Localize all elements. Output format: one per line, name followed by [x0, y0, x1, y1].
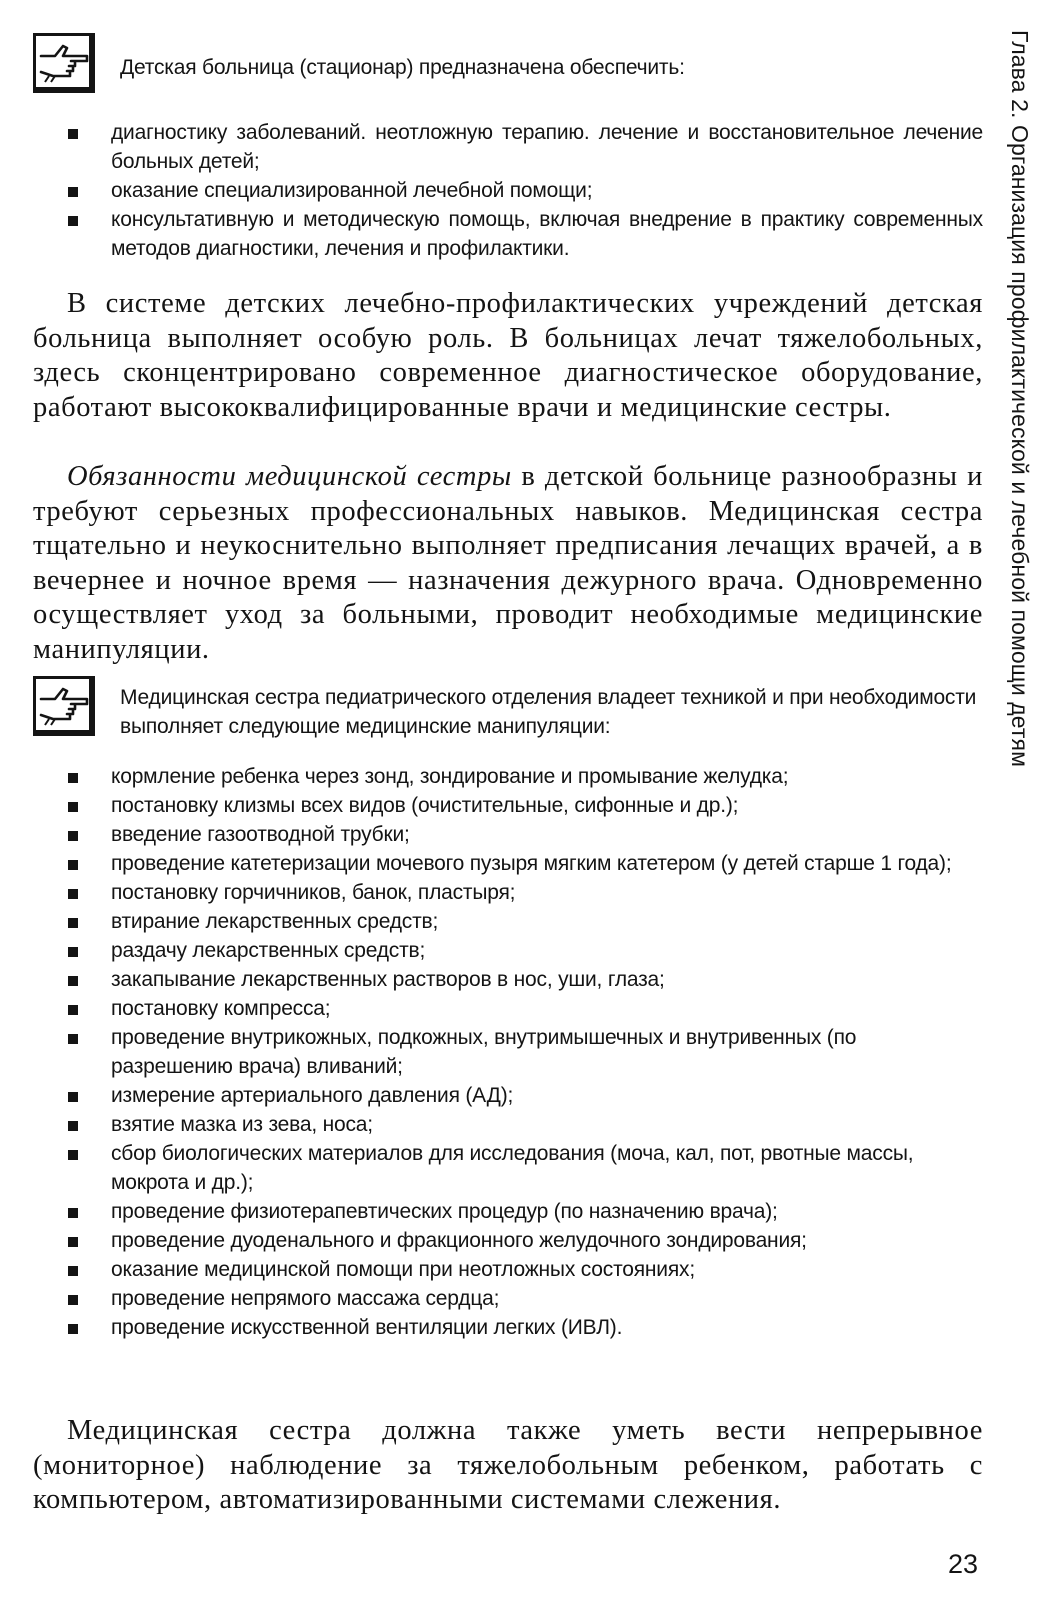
list-item: сбор биологических материалов для исследования (моча, кал, пот, рвотные массы, мокрота и др.); — [62, 1139, 983, 1197]
pointing-hand-icon — [33, 33, 95, 93]
list-item: проведение катетеризации мочевого пузыря мягким катетером (у детей старше 1 года); — [62, 849, 983, 878]
list-item: оказание медицинской помощи при неотложных состояниях; — [62, 1255, 983, 1284]
list-item: постановку горчичников, банок, пластыря; — [62, 878, 983, 907]
list-item: консультативную и методическую помощь, включая внедрение в практику современных методов диагностики, лечения и профилактики. — [62, 205, 983, 263]
list-item: взятие мазка из зева, носа; — [62, 1110, 983, 1139]
page-number: 23 — [948, 1549, 979, 1579]
hospital-functions-list — [62, 118, 983, 263]
paragraph-hospital-role: В системе детских лечебно-профилактических учреждений детская больница выполняет особую роль. В больницах лечат тяжелобольных, здесь сконцентрировано современное диагностическое оборудование, работают высококвалифицированные врачи и медицинские сестры. — [33, 288, 983, 423]
note-hospital-purpose: Детская больница (стационар) предназначена обеспечить: — [120, 56, 685, 79]
list-item: втирание лекарственных средств; — [62, 907, 983, 936]
paragraph-monitoring: Медицинская сестра должна также уметь вести непрерывное (мониторное) наблюдение за тяжелобольным ребенком, работать с компьютером, автоматизированными системами слежения. — [33, 1415, 983, 1515]
paragraph-text: в детской больнице разнообразны и требуют серьезных профессиональных навыков. Медицинская сестра тщательно и неукоснительно выполняет предписания лечащих врачей, а в вечернее и ночное время — назначения дежурного врача. Одновременно осуществляет уход за больными, проводит необходимые медицинские манипуляции. — [33, 461, 983, 665]
paragraph-nurse-duties — [33, 460, 983, 667]
list-item: кормление ребенка через зонд, зондирование и промывание желудка; — [62, 762, 983, 791]
list-item: проведение дуоденального и фракционного желудочного зондирования; — [62, 1226, 983, 1255]
medical-manipulations-list — [62, 762, 983, 1342]
list-item: оказание специализированной лечебной помощи; — [62, 176, 983, 205]
list-item: закапывание лекарственных растворов в нос, уши, глаза; — [62, 965, 983, 994]
list-item: диагностику заболеваний. неотложную терапию. лечение и восстановительное лечение больных детей; — [62, 118, 983, 176]
list-item: постановку компресса; — [62, 994, 983, 1023]
list-item: измерение артериального давления (АД); — [62, 1081, 983, 1110]
pointing-hand-icon — [33, 676, 95, 736]
note-nurse-skills: Медицинская сестра педиатрического отделения владеет техникой и при необходимости выполняет следующие медицинские манипуляции: — [120, 686, 977, 738]
list-item: проведение непрямого массажа сердца; — [62, 1284, 983, 1313]
running-header: Глава 2. Организация профилактической и лечебной помощи детям — [1007, 30, 1033, 768]
list-item: раздачу лекарственных средств; — [62, 936, 983, 965]
list-item: постановку клизмы всех видов (очистительные, сифонные и др.); — [62, 791, 983, 820]
list-item: проведение физиотерапевтических процедур (по назначению врача); — [62, 1197, 983, 1226]
list-item: проведение искусственной вентиляции легких (ИВЛ). — [62, 1313, 983, 1342]
italic-term: Обязанности медицинской сестры — [67, 461, 512, 492]
list-item: проведение внутрикожных, подкожных, внутримышечных и внутривенных (по разрешению врача) вливаний; — [62, 1023, 983, 1081]
list-item: введение газоотводной трубки; — [62, 820, 983, 849]
